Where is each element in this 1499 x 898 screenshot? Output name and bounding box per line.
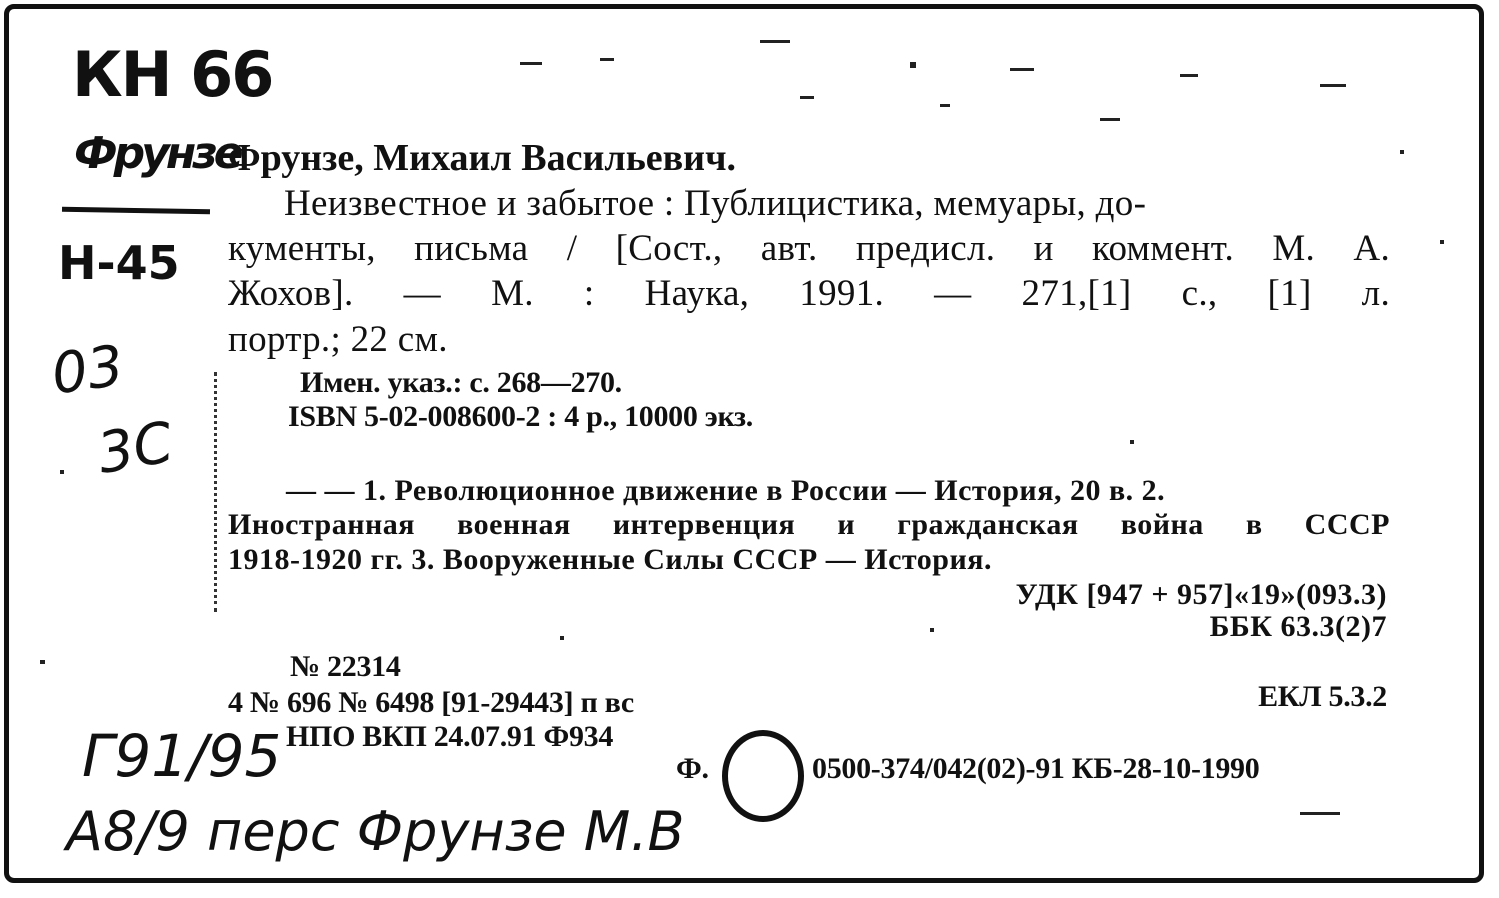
card-number: № 22314 xyxy=(290,650,401,683)
hole-punch-ring xyxy=(722,730,804,822)
speck xyxy=(1180,74,1198,77)
isbn-line: ISBN 5-02-008600-2 : 4 р., 10000 экз. xyxy=(288,400,753,433)
speck xyxy=(40,660,45,664)
handwritten-cutter: Н-45 xyxy=(58,236,180,290)
udk-code: УДК [947 + 957]«19»(093.3) xyxy=(1015,578,1387,611)
author-heading: Фрунзе, Михаил Васильевич. xyxy=(228,137,737,179)
speck xyxy=(930,628,934,632)
footer-code: 0500-374/042(02)-91 КБ-28-10-1990 xyxy=(812,752,1260,785)
f-prefix: Ф. xyxy=(676,752,709,785)
handwritten-author-short: Фрунзе xyxy=(74,128,240,179)
speck xyxy=(1300,812,1340,815)
speck xyxy=(910,62,916,68)
speck xyxy=(1130,440,1134,444)
ekl-code: ЕКЛ 5.3.2 xyxy=(1258,680,1387,713)
title-line-3: Жохов]. — М. : Наука, 1991. — 271,[1] с., [1] л. xyxy=(228,273,1390,314)
speck xyxy=(760,40,790,43)
speck xyxy=(1010,68,1034,71)
order-line: 4 № 696 № 6498 [91-29443] п вс xyxy=(228,686,634,719)
speck xyxy=(1440,240,1444,244)
subject-line-2: Иностранная военная интервенция и гражданская война в СССР xyxy=(228,508,1390,541)
speck xyxy=(1320,84,1346,87)
handwritten-bottom-note: А8/9 перс Фрунзе М.В xyxy=(66,800,685,863)
title-line-4: портр.; 22 см. xyxy=(228,319,448,360)
subject-line-1: — — 1. Революционное движение в России — История, 20 в. 2. xyxy=(286,474,1166,507)
speck xyxy=(940,104,950,107)
speck xyxy=(1100,118,1120,121)
speck xyxy=(520,62,542,65)
title-line-2: кументы, письма / [Сост., авт. предисл. и коммент. М. А. xyxy=(228,228,1390,269)
handwritten-shelfmark: КН 66 xyxy=(72,38,273,111)
handwritten-code-03: 03 xyxy=(47,333,128,408)
margin-dotted-line xyxy=(214,372,217,612)
speck xyxy=(600,58,614,61)
npo-line: НПО ВКП 24.07.91 Ф934 xyxy=(286,720,614,753)
handwritten-code-3c: 3С xyxy=(92,410,178,487)
index-note: Имен. указ.: с. 268—270. xyxy=(300,366,622,399)
speck xyxy=(560,636,564,640)
title-line-1: Неизвестное и забытое : Публицистика, мемуары, до- xyxy=(284,183,1147,224)
speck xyxy=(1400,150,1404,154)
handwritten-date-note: Г91/95 xyxy=(82,722,282,790)
speck xyxy=(800,96,814,99)
subject-line-3: 1918-1920 гг. 3. Вооруженные Силы СССР — История. xyxy=(228,543,992,576)
bbk-code: ББК 63.3(2)7 xyxy=(1209,610,1387,643)
speck xyxy=(60,470,64,474)
